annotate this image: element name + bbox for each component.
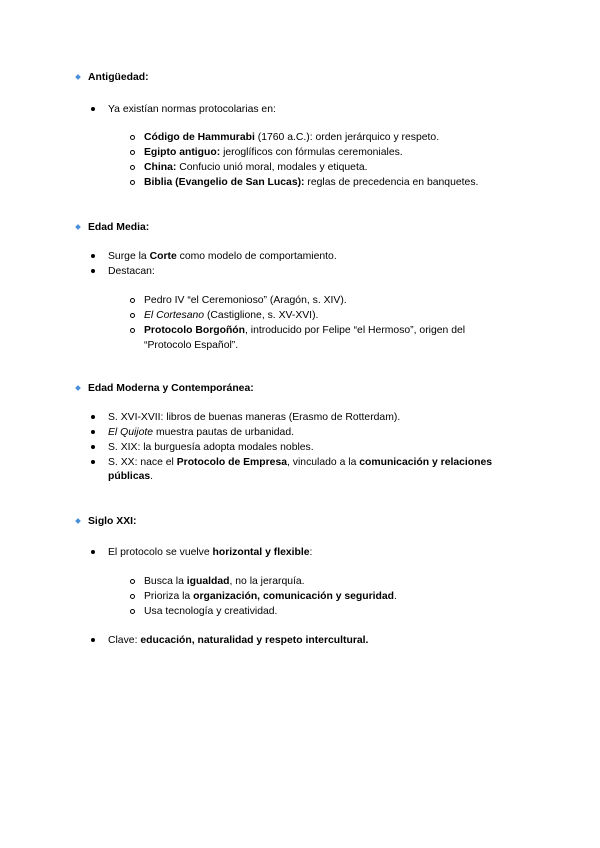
sub-bullet-icon [130,150,135,155]
list-item: Ya existían normas protocolarias en: [108,104,276,115]
bullet-icon [91,430,95,434]
list-item: S. XIX: la burguesía adopta modales nobles. [108,442,314,453]
sub-bullet-icon [130,594,135,599]
bullet-icon [91,415,95,419]
list-item: Código de Hammurabi (1760 a.C.): orden jerárquico y respeto. [144,132,440,143]
list-item: Biblia (Evangelio de San Lucas): reglas de precedencia en banquetes. [144,177,479,188]
list-item: Egipto antiguo: jeroglíficos con fórmulas ceremoniales. [144,147,403,158]
bullet-icon [91,269,95,273]
list-item: Pedro IV “el Ceremonioso” (Aragón, s. XIV). [144,295,347,306]
sub-bullet-icon [130,165,135,170]
list-item: China: Confucio unió moral, modales y etiqueta. [144,162,368,173]
section-bullet-icon [75,224,81,230]
list-item: S. XVI-XVII: libros de buenas maneras (Erasmo de Rotterdam). [108,412,401,423]
list-item: Protocolo Borgoñón, introducido por Felipe “el Hermoso”, origen del [144,325,466,336]
list-item: Clave: educación, naturalidad y respeto intercultural. [108,635,369,646]
bullet-icon [91,638,95,642]
bullet-icon [91,445,95,449]
bullet-icon [91,460,95,464]
list-item: Busca la igualdad, no la jerarquía. [144,576,305,587]
section-bullet-icon [75,74,81,80]
section-title: Antigüedad: [88,72,149,83]
list-item: El protocolo se vuelve horizontal y flexible: [108,547,313,558]
list-item: El Cortesano (Castiglione, s. XV-XVI). [144,310,319,321]
section-bullet-icon [75,385,81,391]
list-item: Destacan: [108,266,155,277]
sub-bullet-icon [130,328,135,333]
list-item: El Quijote muestra pautas de urbanidad. [108,427,295,438]
section-title: Siglo XXI: [88,516,137,527]
sub-bullet-icon [130,298,135,303]
list-item-continuation: públicas. [108,471,154,482]
bullet-icon [91,107,95,111]
sub-bullet-icon [130,180,135,185]
list-item: Usa tecnología y creatividad. [144,606,278,617]
sub-bullet-icon [130,135,135,140]
list-item: Prioriza la organización, comunicación y seguridad. [144,591,397,602]
list-item: S. XX: nace el Protocolo de Empresa, vinculado a la comunicación y relaciones [108,457,493,468]
section-bullet-icon [75,518,81,524]
sub-bullet-icon [130,579,135,584]
list-item: Surge la Corte como modelo de comportamiento. [108,251,337,262]
section-title: Edad Media: [88,222,150,233]
sub-bullet-icon [130,313,135,318]
section-title: Edad Moderna y Contemporánea: [88,383,254,394]
bullet-icon [91,254,95,258]
bullet-icon [91,550,95,554]
sub-bullet-icon [130,609,135,614]
list-item-continuation: “Protocolo Español”. [144,340,239,351]
